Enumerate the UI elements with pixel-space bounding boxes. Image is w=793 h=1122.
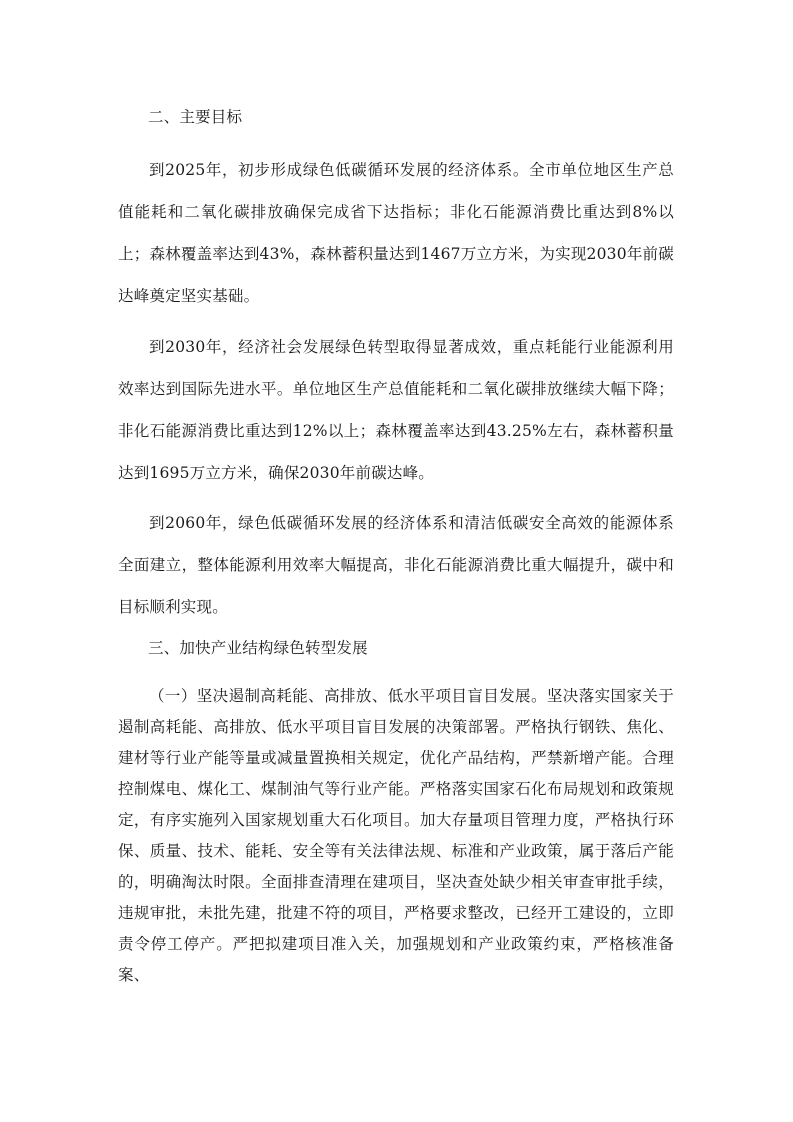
paragraph-goal-2025: 到2025年，初步形成绿色低碳循环发展的经济体系。全市单位地区生产总值能耗和二氧化碳排放确保完成省下达指标；非化石能源消费比重达到8%以上；森林覆盖率达到43%，森林蓄积量达到1467万立方米，为实现2030年前碳达峰奠定坚实基础。 — [118, 161, 674, 305]
section-heading-main-goals: 二、主要目标 — [148, 108, 243, 126]
paragraph-goal-2030: 到2030年，经济社会发展绿色转型取得显著成效，重点耗能行业能源利用效率达到国际先进水平。单位地区生产总值能耗和二氧化碳排放继续大幅下降；非化石能源消费比重达到12%以上；森林覆盖率达到43.25%左右，森林蓄积量达到1695万立方米，确保2030年前碳达峰。 — [118, 338, 674, 482]
paragraph-section3-item1: （一）坚决遏制高耗能、高排放、低水平项目盲目发展。坚决落实国家关于遏制高耗能、高排放、低水平项目盲目发展的决策部署。严格执行钢铁、焦化、建材等行业产能等量或减量置换相关规定，优化产品结构，严禁新增产能。合理控制煤电、煤化工、煤制油气等行业产能。严格落实国家石化布局规划和政策规定，有序实施列入国家规划重大石化项目。加大存量项目管理力度，严格执行环保、质量、技术、能耗、安全等有关法律法规、标准和产业政策，属于落后产能的，明确淘汰时限。全面排查清理在建项目，坚决查处缺少相关审查审批手续，违规审批，未批先建，批建不符的项目，严格要求整改，已经开工建设的，立即责令停工停产。严把拟建项目准入关，加强规划和产业政策约束，严格核准备案、 — [118, 687, 674, 984]
paragraph-goal-2060: 到2060年，绿色低碳循环发展的经济体系和清洁低碳安全高效的能源体系全面建立，整体能源利用效率大幅提高，非化石能源消费比重大幅提升，碳中和目标顺利实现。 — [118, 514, 674, 616]
section-heading-industrial-transformation: 三、加快产业结构绿色转型发展 — [148, 639, 368, 657]
